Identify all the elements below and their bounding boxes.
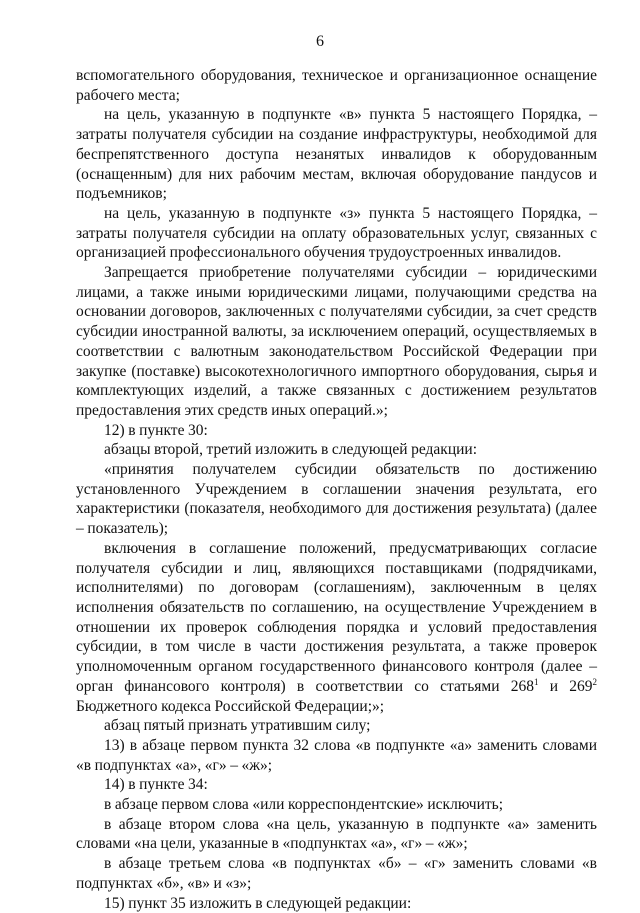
paragraph: на цель, указанную в подпункте «в» пункта 5 настоящего Порядка, – затраты получателя субсидии на создание инфраструктуры, необходимой для беспрепятственного доступа незанятых инвалидов к оборудованным (оснащенным) для них рабочим местам, включая оборудование пандусов и подъемников; (76, 106, 597, 203)
page-number: 6 (316, 33, 324, 50)
paragraph-text: и 269 (538, 677, 593, 695)
paragraph: абзац пятый признать утратившим силу; (104, 717, 371, 735)
paragraph: Запрещается приобретение получателями субсидии – юридическими лицами, а также иными юридическими лицами, получающими средства на основании договоров, заключенных с получателями субсидии, за счет средств субсидии иностранной валюты, за исключением операций, осуществляемых в соответствии с валютным законодательством Российской Федерации при закупке (поставке) высокотехнологичного импортного оборудования, сырья и комплектующих изделий, а также связанных с достижением результатов предоставления этих средств иных операций.»; (76, 264, 597, 419)
superscript: 2 (592, 676, 597, 687)
paragraph: 14) в пункте 34: (104, 776, 208, 794)
paragraph: на цель, указанную в подпункте «з» пункта 5 настоящего Порядка, – затраты получателя субсидии на оплату образовательных услуг, связанных с организацией профессионального обучения трудоустроенных инвалидов. (76, 204, 597, 262)
paragraph: в абзаце первом слова «или корреспондентские» исключить; (104, 796, 504, 814)
superscript: 1 (533, 676, 539, 687)
document-body (76, 66, 597, 913)
paragraph: 13) в абзаце первом пункта 32 слова «в подпункте «а» заменить словами «в подпунктах «а», «г» – «ж»; (76, 736, 597, 774)
paragraph: в абзаце третьем слова «в подпунктах «б» – «г» заменить словами «в подпунктах «б», «в» и «з»; (76, 855, 597, 892)
paragraph-text: Бюджетного кодекса Российской Федерации;»; (76, 697, 385, 715)
paragraph: вспомогательного оборудования, техническое и организационное оснащение рабочего места; (76, 67, 597, 104)
paragraph: «принятия получателем субсидии обязательств по достижению установленного Учреждением в соглашении значения результата, его характеристики (показателя, необходимого для достижения результата) (далее – показатель); (76, 461, 597, 538)
paragraph (76, 539, 597, 716)
paragraph: в абзаце втором слова «на цель, указанную в подпункте «а» заменить словами «на цели, указанные в «подпунктах «а», «г» – «ж»; (76, 815, 597, 853)
paragraph-text: включения в соглашение положений, предусматривающих согласие получателя субсидии и лиц, являющихся поставщиками (подрядчиками, исполнителями) по договорам (соглашениям), заключенным в целях исполнения обязательств по соглашению, на осуществление Учреждением в отношении их проверок соблюдения порядка и условий предоставления субсидии, в том числе в части достижения результата, а также проверок уполномоченным органом государственного финансового контроля (далее – орган финансового контроля) в соответствии со статьями 268 (76, 539, 597, 695)
paragraph: 15) пункт 35 изложить в следующей редакции: (104, 894, 412, 912)
paragraph: абзацы второй, третий изложить в следующей редакции: (104, 441, 478, 459)
paragraph: 12) в пункте 30: (104, 421, 208, 439)
